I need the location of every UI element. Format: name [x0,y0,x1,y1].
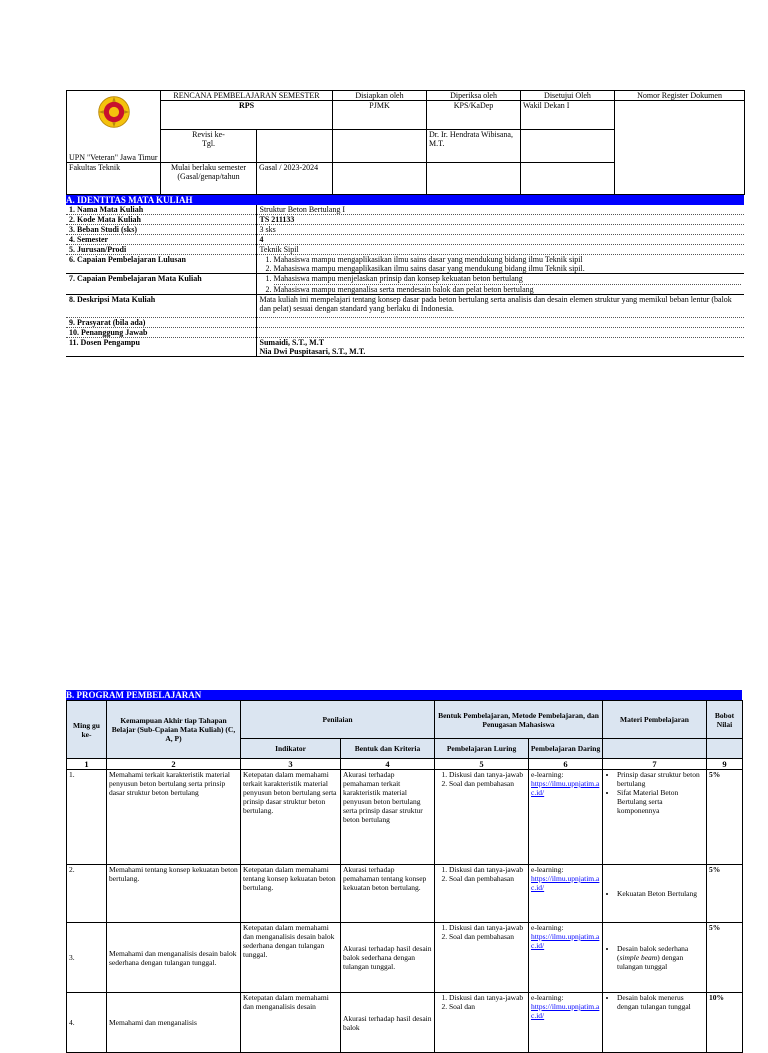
start-value: Gasal / 2023-2024 [257,162,333,194]
university-logo-icon [97,95,131,129]
offline-item: 1. Diskusi dan tanya-jawab [449,923,526,932]
indicator-cell: Ketepatan dalam memahami terkait karakteristik material penyusun beton bertulang serta prinsip dasar struktur beton bertulang. [241,770,341,865]
elearning-link[interactable]: https://ilmu.upnjatim.ac.id/ [531,1002,600,1020]
identity-label: 3. Beban Studi (sks) [66,225,256,235]
lecturer-name: Nia Dwi Puspitasari, S.T., M.T. [259,347,366,356]
week-number: 1. [67,770,107,865]
desc-value: Mata kuliah ini mempelajari tentang konsep dasar pada beton bertulang serta analisis dan desain elemen struktur yang memikul beban lentur (balok dan pelat) sesuai dengan standard yang berlaku di Indonesia. [256,295,744,318]
cpmk-item: 1. Mahasiswa mampu menjelaskan prinsip dan konsep kekuatan beton bertulang [274,274,742,285]
table-row [67,923,743,993]
revision-label: Revisi ke- [192,129,225,139]
table-row [67,770,743,865]
identity-row [66,255,744,274]
criteria-cell: Akurasi terhadap pemahaman tentang konsep kekuatan beton bertulang. [341,865,435,923]
identity-row [66,225,744,235]
ability-cell: Memahami terkait karakteristik material penyusun beton bertulang serta prinsip dasar struktur beton bertulang [107,770,241,865]
weight-cell: 5% [707,923,743,993]
header-online: Pembelajaran Daring [529,739,603,759]
material-cell [603,923,707,993]
weight-cell: 5% [707,770,743,865]
prereq-label: 9. Prasyarat (bila ada) [66,318,256,328]
register-label: Nomor Register Dokumen [615,91,745,101]
week-number: 4. [67,993,107,1053]
online-label: e-learning: [531,993,564,1002]
ability-cell: Memahami dan menganalisis [107,993,241,1053]
approver-signature [521,129,615,162]
checked-value: KPS/KaDep [427,101,521,130]
identity-value: 3 sks [256,225,744,235]
column-number: 2 [107,759,241,770]
approved-value: Wakil Dekan I [521,101,615,130]
table-row [67,865,743,923]
criteria-cell: Akurasi terhadap hasil desain balok sederhana dengan tulangan tunggal. [341,923,435,993]
elearning-link[interactable]: https://ilmu.upnjatim.ac.id/ [531,874,600,892]
institution-name: UPN "Veteran" Jawa Timur [67,129,161,162]
pj-label: 10. Penanggung Jawab [66,328,256,338]
ability-cell: Memahami tentang konsep kekuatan beton bertulang. [107,865,241,923]
prepared-value: PJMK [333,101,427,130]
offline-cell [435,993,529,1053]
start-label: Mulai berlaku semester (Gasal/genap/tahun [161,162,257,194]
column-number: 1 [67,759,107,770]
course-identity-table [66,205,744,357]
header-form: Bentuk Pembelajaran, Metode Pembelajaran, dan Penugasan Mahasiswa [435,701,603,739]
offline-item: 2. Soal dan pembahasan [449,874,526,883]
header-material-empty [603,739,707,759]
prepared-label: Disiapkan oleh [333,91,427,101]
offline-cell [435,770,529,865]
identity-value: Teknik Sipil [256,245,744,255]
header-weight: Bobot Nilai [707,701,743,739]
header-criteria: Bentuk dan Kriteria [341,739,435,759]
offline-item: 1. Diskusi dan tanya-jawab [449,993,526,1002]
online-cell [529,770,603,865]
lecturer-name: Sumaidi, S.T., M.T [259,338,325,347]
offline-cell [435,865,529,923]
column-number: 9 [707,759,743,770]
offline-item: 1. Diskusi dan tanya-jawab [449,770,526,779]
identity-row [66,318,744,328]
weight-cell: 5% [707,865,743,923]
cpmk-item: 2. Mahasiswa mampu menganalisa serta mendesain balok dan pelat beton bertulang [274,285,742,294]
section-a-title: A. IDENTITAS MATA KULIAH [66,195,744,205]
logo-cell [67,91,161,130]
identity-row [66,235,744,245]
week-number: 3. [67,923,107,993]
identity-row [66,205,744,215]
online-label: e-learning: [531,923,564,932]
indicator-cell: Ketepatan dalam memahami dan menganalisis desain balok sederhana dengan tulangan tunggal. [241,923,341,993]
header-ability: Kemampuan Akhir tiap Tahapan Belajar (Sub-Cpaian Mata Kuliah) (C, A, P) [107,701,241,759]
checked-label: Diperiksa oleh [427,91,521,101]
column-number: 4 [341,759,435,770]
desc-label: 8. Deskripsi Mata Kuliah [66,295,256,318]
column-number: 3 [241,759,341,770]
indicator-cell: Ketepatan dalam memahami dan menganalisis desain [241,993,341,1053]
identity-row [66,328,744,338]
elearning-link[interactable]: https://ilmu.upnjatim.ac.id/ [531,779,600,797]
rps-title: RENCANA PEMBELAJARAN SEMESTER [161,91,333,101]
ability-cell: Memahami dan menganalisis desain balok sederhana dengan tulangan tunggal. [107,923,241,993]
material-item: • Prinsip dasar struktur beton bertulang [617,770,704,788]
rps-abbr: RPS [161,101,333,130]
prereq-value [256,318,744,328]
material-text: ) dengan tulangan tunggal [617,953,684,971]
identity-label: 1. Nama Mata Kuliah [66,205,256,215]
week-number: 2. [67,865,107,923]
identity-value: TS 211133 [256,215,744,225]
elearning-link[interactable]: https://ilmu.upnjatim.ac.id/ [531,932,600,950]
faculty-name: Fakultas Teknik [67,162,161,194]
revision-date-label: Tgl. [201,138,216,148]
online-cell [529,993,603,1053]
offline-item: 2. Soal dan [449,1002,526,1011]
column-number-row [67,759,743,770]
header-week: Ming gu ke- [67,701,107,759]
checker-name: Dr. Ir. Hendrata Wibisana, M.T. [427,129,521,162]
column-number: 7 [603,759,707,770]
column-number: 5 [435,759,529,770]
empty-cell [427,162,521,194]
material-item: • Desain balok menerus dengan tulangan tunggal [617,993,704,1011]
material-emphasis: simple beam [619,953,658,962]
identity-label: 4. Semester [66,235,256,245]
identity-label: 2. Kode Mata Kuliah [66,215,256,225]
material-cell [603,865,707,923]
table-row [67,993,743,1053]
material-cell [603,770,707,865]
identity-row [66,215,744,225]
lecturer-label: 11. Dosen Pengampu [66,338,256,357]
learning-program-table [66,700,743,1053]
register-value [615,101,745,195]
online-label: e-learning: [531,865,564,874]
offline-item: 2. Soal dan pembahasan [449,932,526,941]
revision-cell [161,129,257,162]
identity-row [66,338,744,357]
identity-label: 5. Jurusan/Prodi [66,245,256,255]
material-item: • Kekuatan Beton Bertulang [617,889,704,898]
empty-cell [521,162,615,194]
header-assessment: Penilaian [241,701,435,739]
identity-row [66,274,744,295]
pj-value [256,328,744,338]
online-cell [529,865,603,923]
identity-value: 4 [256,235,744,245]
empty-cell [333,162,427,194]
header-weight-empty [707,739,743,759]
material-text: Desain balok sederhana ( [617,944,689,962]
material-item: • Sifat Material Beton Bertulang serta komponennya [617,788,704,815]
prepared-signature [333,129,427,162]
cpmk-label: 7. Capaian Pembelajaran Mata Kuliah [66,274,256,295]
material-cell [603,993,707,1053]
cpl-label: 6. Capaian Pembelajaran Lulusan [66,255,256,274]
offline-cell [435,923,529,993]
weight-cell: 10% [707,993,743,1053]
material-item [617,944,704,971]
cpl-item: 1. Mahasiswa mampu mengaplikasikan ilmu sains dasar yang mendukung bidang ilmu Teknik sipil [274,255,742,264]
identity-value: Struktur Beton Bertulang I [256,205,744,215]
criteria-cell: Akurasi terhadap pemahaman terkait karakteristik material penyusun beton bertulang serta prinsip dasar struktur beton bertulang [341,770,435,865]
header-indicator: Indikator [241,739,341,759]
identity-row [66,245,744,255]
online-cell [529,923,603,993]
approved-label: Disetujui Oleh [521,91,615,101]
cpl-item: 2. Mahasiswa mampu mengaplikasikan ilmu sains dasar yang mendukung bidang ilmu Teknik sipil. [274,264,742,273]
offline-item: 1. Diskusi dan tanya-jawab [449,865,526,874]
identity-row [66,295,744,318]
lecturer-value [256,338,744,357]
criteria-cell: Akurasi terhadap hasil desain balok [341,993,435,1053]
cpl-value [256,255,744,274]
document-header [66,90,745,195]
offline-item: 2. Soal dan pembahasan [449,779,526,788]
online-label: e-learning: [531,770,564,779]
revision-value [257,129,333,162]
header-offline: Pembelajaran Luring [435,739,529,759]
section-b-title: B. PROGRAM PEMBELAJARAN [66,690,742,700]
column-number: 6 [529,759,603,770]
cpmk-value [256,274,744,295]
indicator-cell: Ketepatan dalam memahami tentang konsep kekuatan beton bertulang. [241,865,341,923]
header-material: Materi Pembelajaran [603,701,707,739]
